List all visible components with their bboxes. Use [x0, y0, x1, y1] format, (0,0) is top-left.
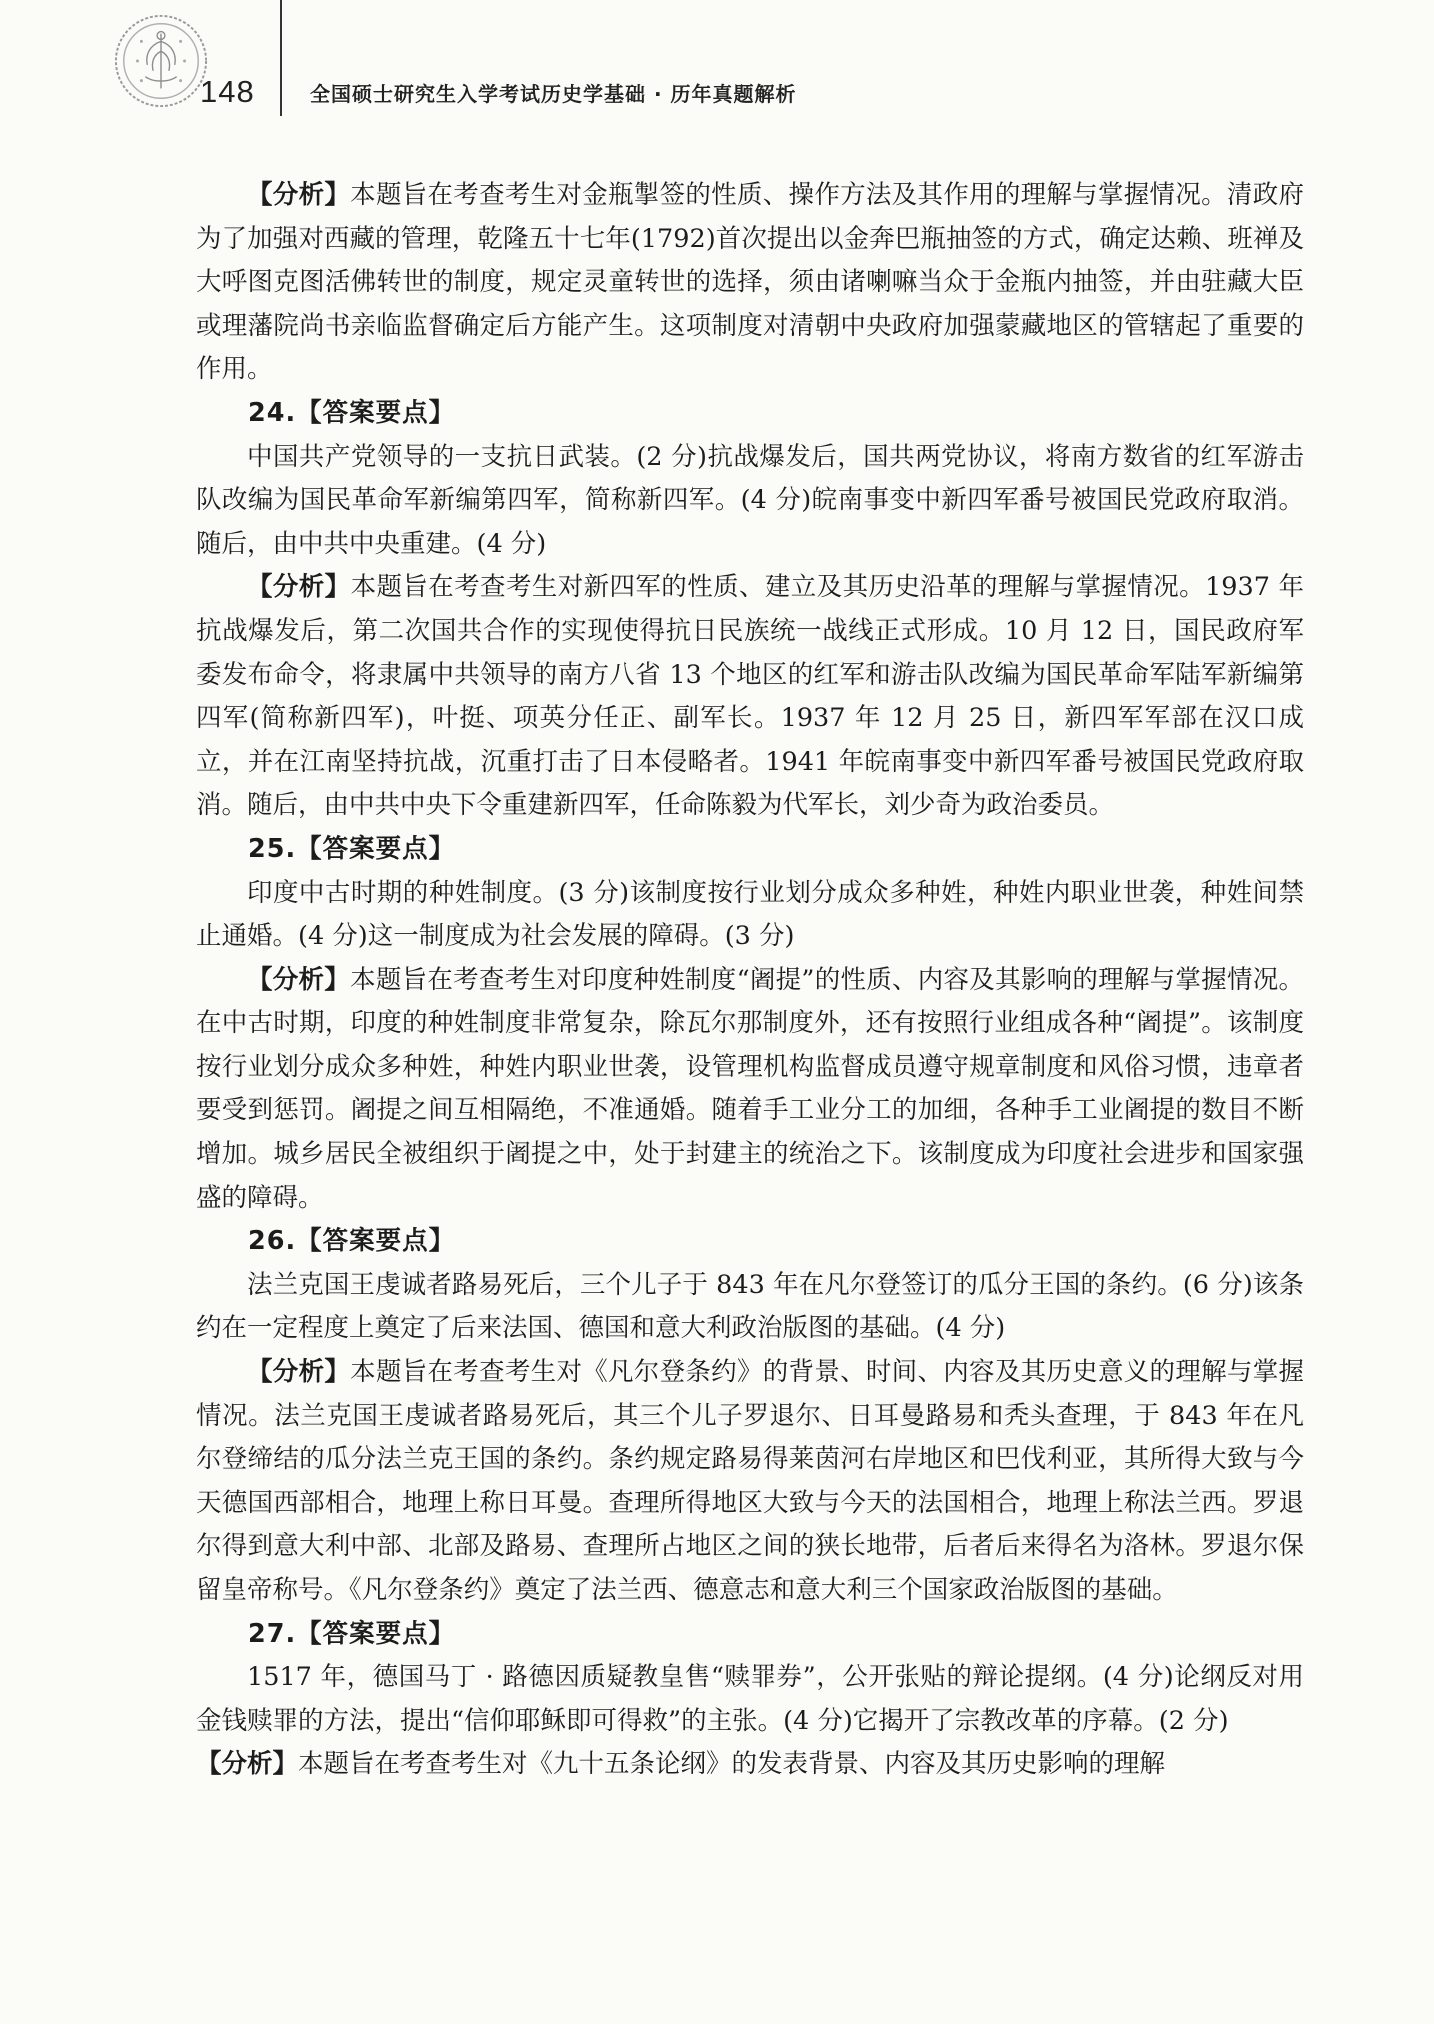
header-divider [280, 0, 282, 116]
analysis-label: 【分析】 [247, 964, 351, 995]
analysis-label: 【分析】 [247, 1357, 351, 1388]
seal-emblem-icon [112, 12, 210, 110]
running-title: 全国硕士研究生入学考试历史学基础 · 历年真题解析 [310, 82, 797, 106]
analysis-text: 本题旨在考查考生对印度种姓制度“阇提”的性质、内容及其影响的理解与掌握情况。在中古时期，印度的种姓制度非常复杂，除瓦尔那制度外，还有按照行业组成各种“阇提”。该制度按行业划分成众多种姓，种姓内职业世袭，设管理机构监督成员遵守规章制度和风俗习惯，违章者要受到惩罚。阇提之间互相隔绝，不准通婚。随着手工业分工的加细，各种手工业阇提的数目不断增加。城乡居民全被组织于阇提之中，处于封建主的统治之下。该制度成为印度社会进步和国家强盛的障碍。 [196, 964, 1304, 1213]
page-number: 148 [200, 74, 255, 109]
analysis-label: 【分析】 [247, 572, 351, 603]
answer-paragraph-24: 中国共产党领导的一支抗日武装。(2 分)抗战爆发后，国共两党协议，将南方数省的红军游击队改编为国民革命军新编第四军，简称新四军。(4 分)皖南事变中新四军番号被国民党政府取消。随后，由中共中央重建。(4 分) [196, 441, 1304, 559]
analysis-label: 【分析】 [196, 1749, 299, 1780]
analysis-paragraph [196, 174, 1304, 392]
analysis-text: 本题旨在考查考生对金瓶掣签的性质、操作方法及其作用的理解与掌握情况。清政府为了加强对西藏的管理，乾隆五十七年(1792)首次提出以金奔巴瓶抽签的方式，确定达赖、班禅及大呼图克图活佛转世的制度，规定灵童转世的选择，须由诸喇嘛当众于金瓶内抽签，并由驻藏大臣或理藩院尚书亲临监督确定后方能产生。这项制度对清朝中央政府加强蒙藏地区的管辖起了重要的作用。 [196, 180, 1304, 385]
analysis-label: 【分析】 [247, 180, 351, 210]
analysis-paragraph-26 [196, 1351, 1304, 1613]
page-header [0, 0, 1434, 120]
page-body [196, 174, 1304, 1787]
question-heading-24: 24.【答案要点】 [248, 397, 456, 428]
answer-paragraph-26: 法兰克国王虔诚者路易死后，三个儿子于 843 年在凡尔登签订的瓜分王国的条约。(6 分)该条约在一定程度上奠定了后来法国、德国和意大利政治版图的基础。(4 分) [196, 1269, 1304, 1344]
analysis-paragraph-27 [196, 1743, 1304, 1787]
analysis-paragraph-25 [196, 959, 1304, 1221]
analysis-text: 本题旨在考查考生对《九十五条论纲》的发表背景、内容及其历史影响的理解 [298, 1749, 1166, 1780]
analysis-paragraph-24 [196, 566, 1304, 828]
answer-paragraph-27: 1517 年，德国马丁 · 路德因质疑教皇售“赎罪券”，公开张贴的辩论提纲。(4 分)论纲反对用金钱赎罪的方法，提出“信仰耶稣即可得救”的主张。(4 分)它揭开了宗教改革的序幕。(2 分) [196, 1662, 1304, 1736]
analysis-text: 本题旨在考查考生对《凡尔登条约》的背景、时间、内容及其历史意义的理解与掌握情况。法兰克国王虔诚者路易死后，其三个儿子罗退尔、日耳曼路易和秃头查理，于 843 年在凡尔登缔结的瓜分法兰克王国的条约。条约规定路易得莱茵河右岸地区和巴伐利亚，其所得大致与今天德国西部相合，地理上称日耳曼。查理所得地区大致与今天的法国相合，地理上称法兰西。罗退尔得到意大利中部、北部及路易、查理所占地区之间的狭长地带，后者后来得名为洛林。罗退尔保留皇帝称号。《凡尔登条约》奠定了法兰西、德意志和意大利三个国家政治版图的基础。 [196, 1357, 1304, 1605]
question-heading-27: 27.【答案要点】 [248, 1618, 456, 1649]
analysis-text: 本题旨在考查考生对新四军的性质、建立及其历史沿革的理解与掌握情况。1937 年抗战爆发后，第二次国共合作的实现使得抗日民族统一战线正式形成。10 月 12 日，国民政府军委发布命令，将隶属中共领导的南方八省 13 个地区的红军和游击队改编为国民革命军陆军新编第四军(简称新四军)，叶挺、项英分任正、副军长。1937 年 12 月 25 日，新四军军部在汉口成立，并在江南坚持抗战，沉重打击了日本侵略者。1941 年皖南事变中新四军番号被国民党政府取消。随后，由中共中央下令重建新四军，任命陈毅为代军长，刘少奇为政治委员。 [196, 572, 1304, 821]
question-heading-26: 26.【答案要点】 [248, 1226, 456, 1257]
question-heading-25: 25.【答案要点】 [248, 833, 456, 864]
answer-paragraph-25: 印度中古时期的种姓制度。(3 分)该制度按行业划分成众多种姓，种姓内职业世袭，种姓间禁止通婚。(4 分)这一制度成为社会发展的障碍。(3 分) [196, 877, 1304, 952]
